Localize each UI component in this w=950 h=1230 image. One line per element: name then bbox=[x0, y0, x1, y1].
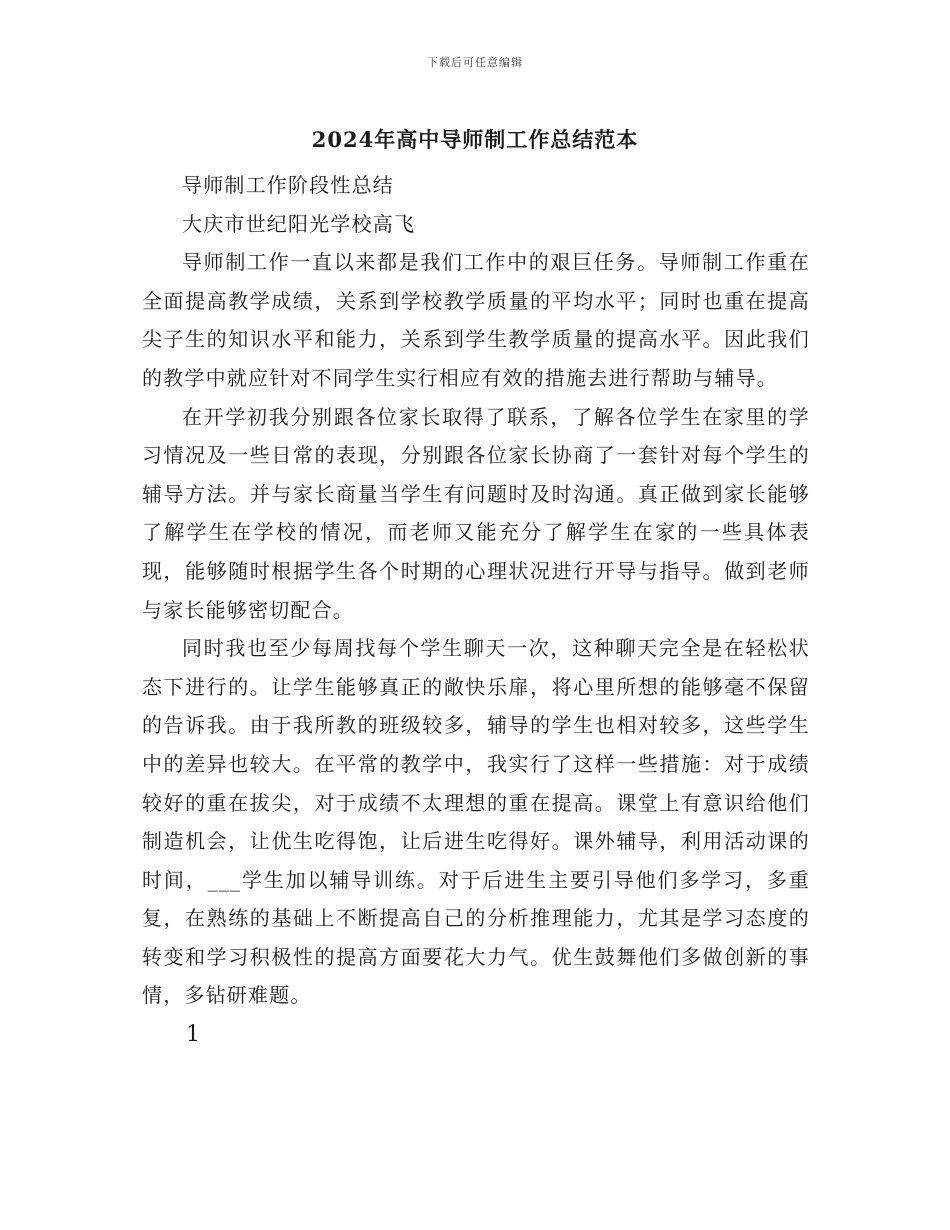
page-number: 1 bbox=[186, 1022, 200, 1047]
document-subtitle: 导师制工作阶段性总结 bbox=[182, 173, 394, 197]
document-body bbox=[142, 166, 810, 1015]
body-paragraph-2: 在开学初我分别跟各位家长取得了联系，了解各位学生在家里的学习情况及一些日常的表现，分别跟各位家长协商了一套针对每个学生的辅导方法。并与家长商量当学生有问题时及时沟通。真正做到家长能够了解学生在学校的情况，而老师又能充分了解学生在家的一些具体表现，能够随时根据学生各个时期的心理状况进行开导与指导。做到老师与家长能够密切配合。 bbox=[142, 404, 810, 622]
body-paragraph-1: 导师制工作一直以来都是我们工作中的艰巨任务。导师制工作重在全面提高教学成绩，关系到学校教学质量的平均水平；同时也重在提高尖子生的知识水平和能力，关系到学生教学质量的提高水平。因此我们的教学中就应针对不同学生实行相应有效的措施去进行帮助与辅导。 bbox=[142, 250, 810, 390]
page-header-note: 下载后可任意编辑 bbox=[427, 56, 523, 69]
body-paragraph-3: 同时我也至少每周找每个学生聊天一次，这种聊天完全是在轻松状态下进行的。让学生能够真正的敞快乐扉，将心里所想的能够毫不保留的告诉我。由于我所教的班级较多，辅导的学生也相对较多，这些学生中的差异也较大。在平常的教学中，我实行了这样一些措施：对于成绩较好的重在拔尖，对于成绩不太理想的重在提高。课堂上有意识给他们制造机会，让优生吃得饱，让后进生吃得好。课外辅导，利用活动课的时间，___学生加以辅导训练。对于后进生主要引导他们多学习，多重复，在熟练的基础上不断提高自己的分析推理能力，尤其是学习态度的转变和学习积极性的提高方面要花大力气。优生鼓舞他们多做创新的事情，多钻研难题。 bbox=[142, 636, 810, 1008]
document-author: 大庆市世纪阳光学校高飞 bbox=[182, 211, 416, 236]
document-title: 2024年高中导师制工作总结范本 bbox=[311, 127, 639, 152]
